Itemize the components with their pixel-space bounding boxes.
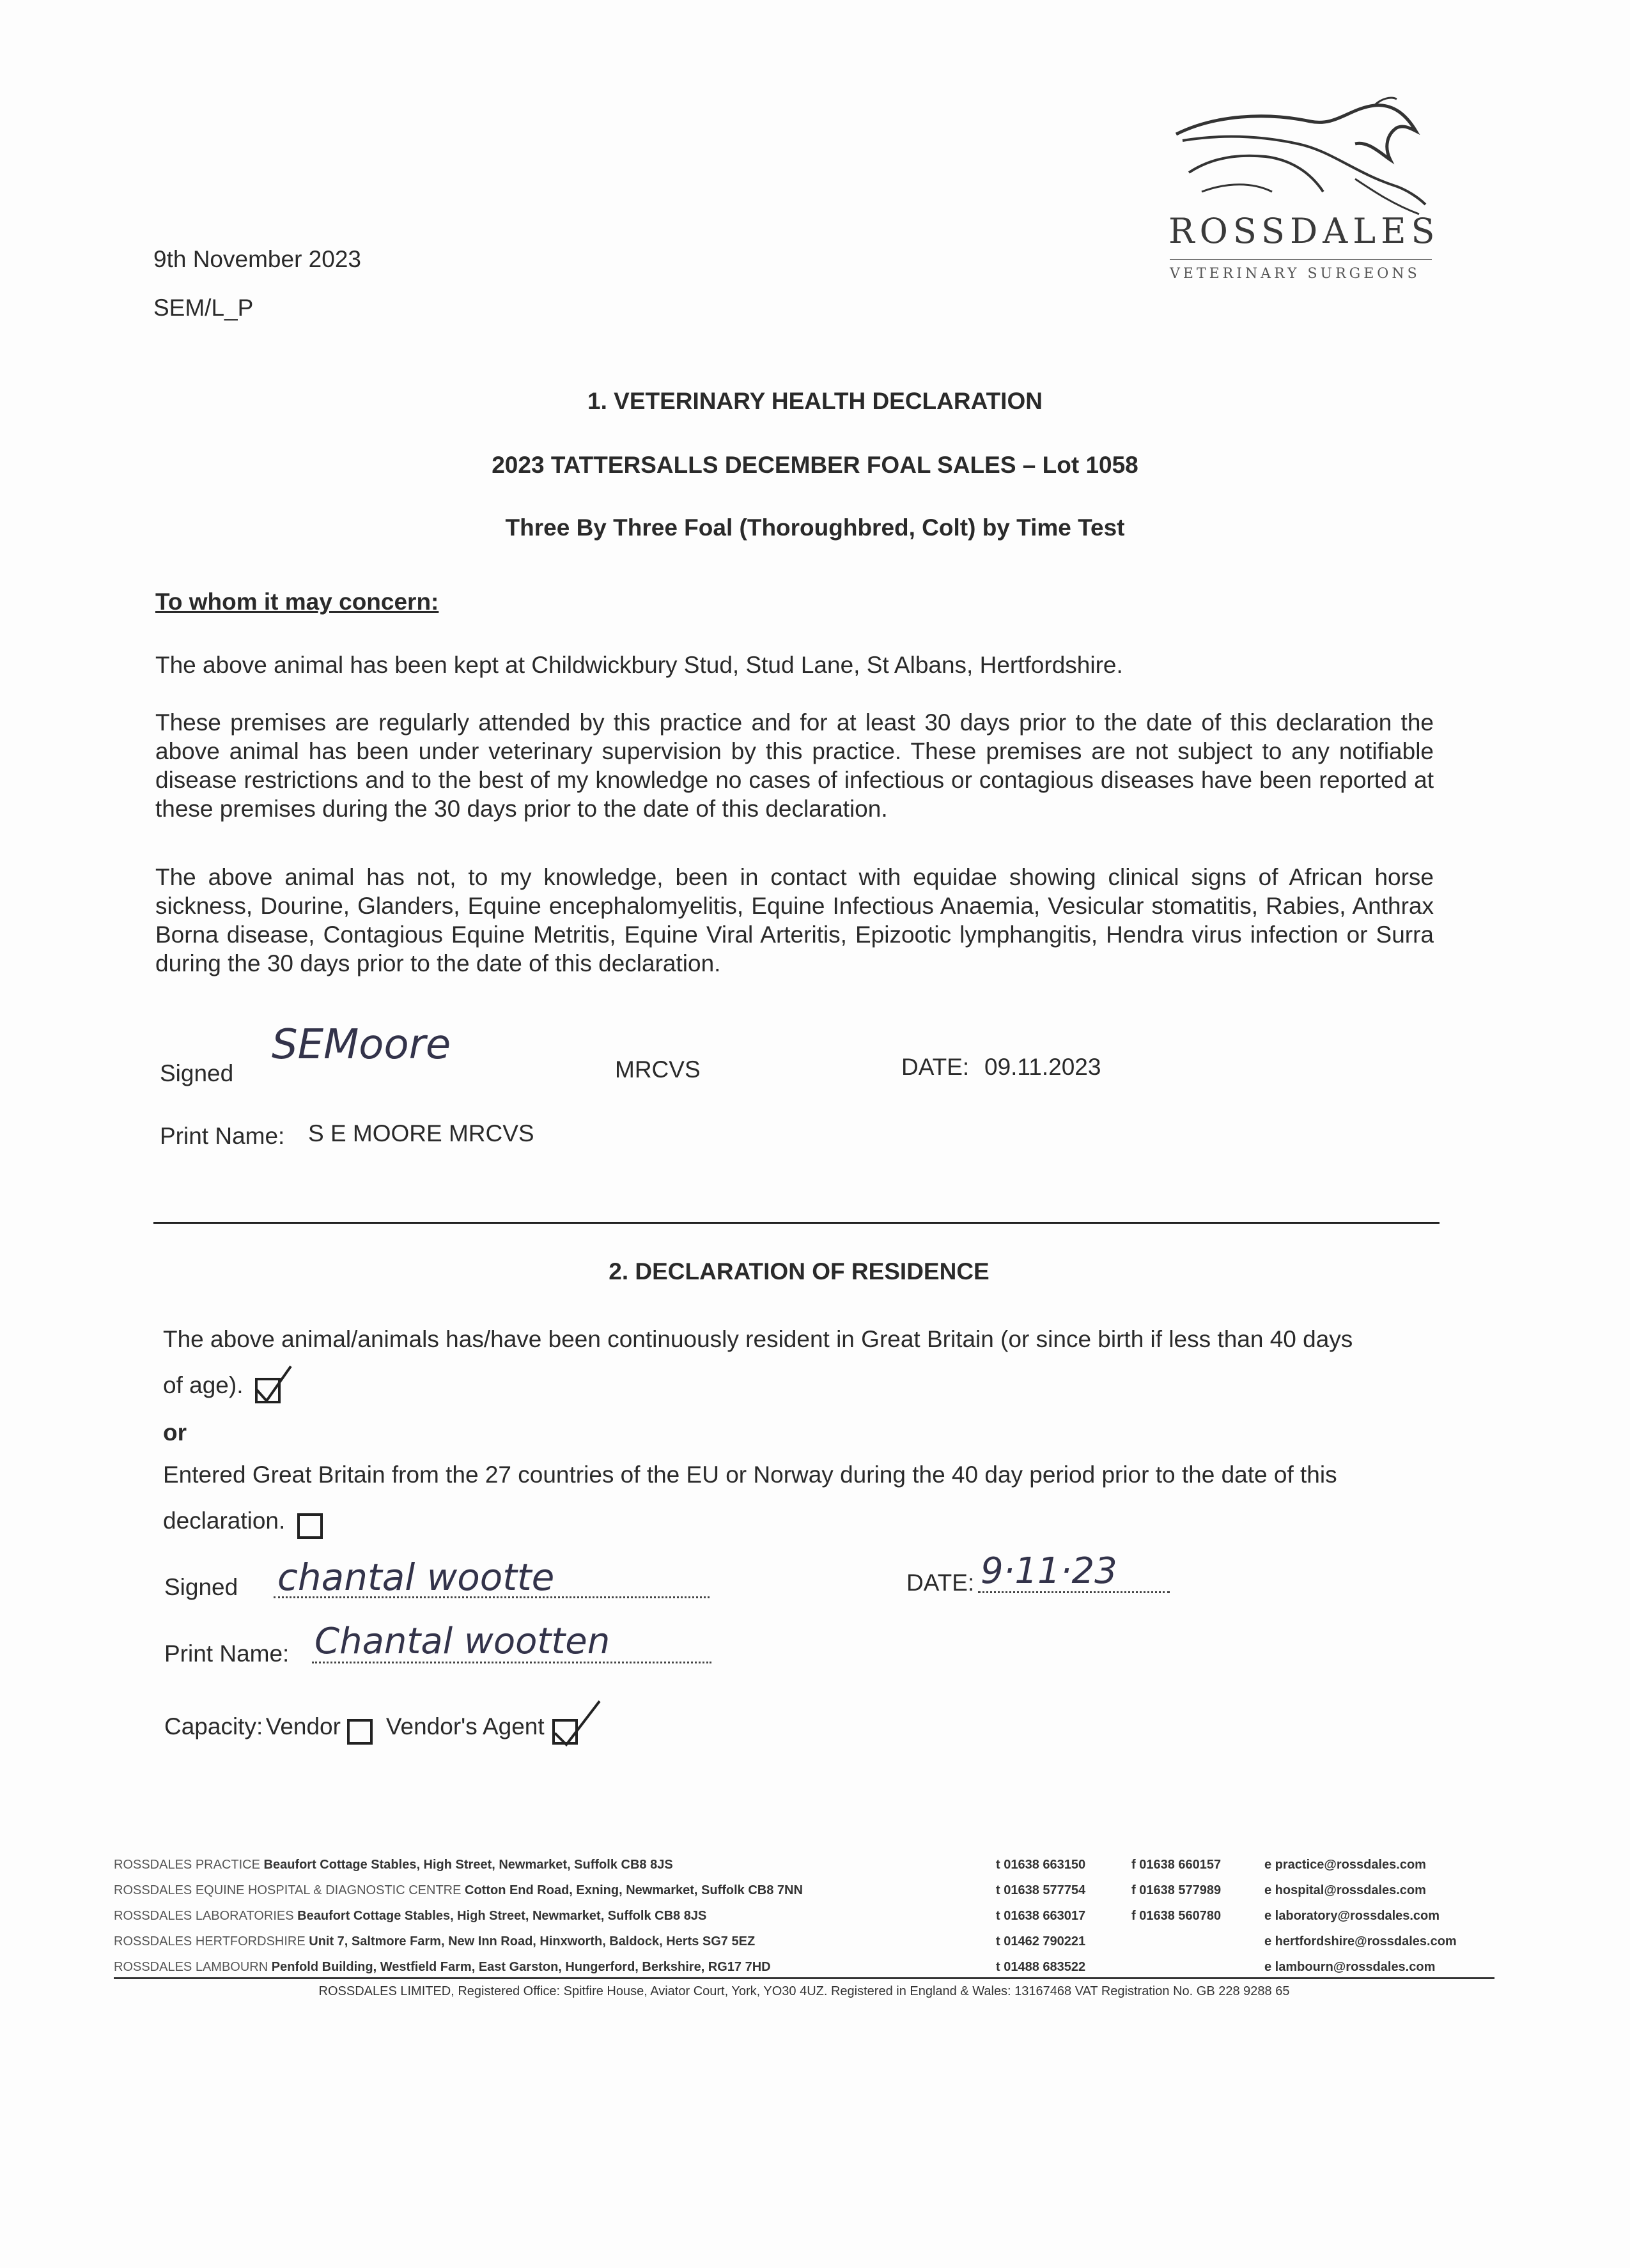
print-name-line-2 xyxy=(312,1621,711,1663)
salutation: To whom it may concern: xyxy=(155,589,439,615)
footer-row xyxy=(114,1852,1501,1878)
signed-label-1: Signed xyxy=(160,1060,234,1086)
office-tel: t 01488 683522 xyxy=(996,1960,1086,1974)
vendor-signature: chantal wootte xyxy=(277,1555,555,1599)
office-label: ROSSDALES PRACTICE xyxy=(114,1858,260,1872)
footer-row xyxy=(114,1954,1501,1980)
signed-label-2: Signed xyxy=(164,1574,238,1600)
paragraph-premises: The above animal has been kept at Childwickbury Stud, Stud Lane, St Albans, Hertfordshire. xyxy=(155,652,1123,678)
footer-registered: ROSSDALES LIMITED, Registered Office: Spitfire House, Aviator Court, York, YO30 4UZ. Registered in England & Wales: 13167468 VAT Registration No. GB 228 9288 65 xyxy=(318,1984,1290,1998)
section-divider xyxy=(153,1222,1440,1224)
footer-offices xyxy=(114,1852,1501,1980)
office-fax: f 01638 577989 xyxy=(1131,1883,1222,1897)
office-address: Cotton End Road, Exning, Newmarket, Suffolk CB8 7NN xyxy=(465,1883,803,1897)
capacity-label: Capacity: xyxy=(164,1713,263,1740)
office-email: e lambourn@rossdales.com xyxy=(1264,1960,1436,1974)
office-address: Beaufort Cottage Stables, High Street, Newmarket, Suffolk CB8 8JS xyxy=(297,1909,707,1923)
mrcvs-label: MRCVS xyxy=(615,1056,701,1083)
horse-description: Three By Three Foal (Thoroughbred, Colt) by Time Test xyxy=(505,514,1125,541)
section2-title: 2. DECLARATION OF RESIDENCE xyxy=(609,1258,990,1284)
vet-print-name: S E MOORE MRCVS xyxy=(308,1120,534,1146)
vendors-agent-label: Vendor's Agent xyxy=(385,1713,545,1740)
print-name-label-2: Print Name: xyxy=(164,1640,290,1667)
office-email: e hospital@rossdales.com xyxy=(1264,1883,1426,1897)
option-resident-checkbox[interactable] xyxy=(255,1378,281,1403)
logo-tagline: VETERINARY SURGEONS xyxy=(1170,266,1420,282)
print-name-label-1: Print Name: xyxy=(160,1123,285,1149)
office-fax: f 01638 560780 xyxy=(1131,1909,1222,1923)
footer-row xyxy=(114,1878,1501,1903)
office-label: ROSSDALES LABORATORIES xyxy=(114,1909,294,1923)
vendors-agent-checkbox[interactable] xyxy=(552,1719,578,1745)
date-label-2: DATE: xyxy=(906,1570,975,1596)
letter-date: 9th November 2023 xyxy=(153,246,361,272)
paragraph-contact: The above animal has not, to my knowledge, been in contact with equidae showing clinical signs of African horse sickness, Dourine, Glanders, Equine encephalomyelitis, Equine Infectious Anaemia, Vesicular stomatitis, Rabies, Anthrax Borna disease, Contagious Equine Metritis, Equine Viral Arteritis, Epizootic lymphangitis, Hendra virus infection or Surra during the 30 days prior to the date of this declaration. xyxy=(155,864,1434,976)
office-tel: t 01638 663017 xyxy=(996,1909,1086,1923)
or-label: or xyxy=(163,1419,187,1446)
logo-divider xyxy=(1170,259,1432,260)
footer-row xyxy=(114,1929,1501,1954)
office-tel: t 01638 577754 xyxy=(996,1883,1086,1897)
logo-name: ROSSDALES xyxy=(1168,211,1440,251)
paragraph-supervision: These premises are regularly attended by this practice and for at least 30 days prior to the date of this declaration the above animal has been under veterinary supervision by this practice. These premises are not subject to any notifiable disease restrictions and to the best of my knowledge no cases of infectious or contagious diseases have been reported at these premises during the 30 days prior to the date of this declaration. xyxy=(155,709,1434,822)
office-fax: f 01638 660157 xyxy=(1131,1858,1222,1872)
office-label: ROSSDALES HERTFORDSHIRE xyxy=(114,1934,306,1948)
office-address: Unit 7, Saltmore Farm, New Inn Road, Hinxworth, Baldock, Herts SG7 5EZ xyxy=(309,1934,756,1948)
date-label-1: DATE: xyxy=(901,1054,970,1080)
vet-signature: SEMoore xyxy=(272,1021,451,1068)
vendor-print-name: Chantal wootten xyxy=(314,1621,610,1662)
office-tel: t 01462 790221 xyxy=(996,1934,1086,1948)
signature-line-2 xyxy=(274,1555,710,1599)
office-address: Penfold Building, Westfield Farm, East Garston, Hungerford, Berkshire, RG17 7HD xyxy=(271,1960,771,1974)
vendor-date: 9·11·23 xyxy=(981,1550,1117,1592)
option-entered-checkbox[interactable] xyxy=(297,1513,323,1539)
check-mark-icon xyxy=(551,1696,602,1747)
vendor-label: Vendor xyxy=(265,1713,341,1740)
office-label: ROSSDALES EQUINE HOSPITAL & DIAGNOSTIC CENTRE xyxy=(114,1883,462,1897)
reference: SEM/L_P xyxy=(153,295,254,321)
option-resident-text: The above animal/animals has/have been continuously resident in Great Britain (or since birth if less than 40 days of age). xyxy=(163,1326,1353,1398)
option-entered-text: Entered Great Britain from the 27 countries of the EU or Norway during the 40 day period prior to the date of this declaration. xyxy=(163,1462,1337,1534)
vet-date: 09.11.2023 xyxy=(984,1054,1101,1080)
sale-title: 2023 TATTERSALLS DECEMBER FOAL SALES – Lot 1058 xyxy=(492,452,1138,478)
office-email: e practice@rossdales.com xyxy=(1264,1858,1426,1872)
office-label: ROSSDALES LAMBOURN xyxy=(114,1960,268,1974)
check-mark-icon xyxy=(252,1364,297,1408)
footer-row xyxy=(114,1903,1501,1929)
vendor-checkbox[interactable] xyxy=(347,1719,373,1745)
logo xyxy=(1163,96,1438,288)
option-resident xyxy=(163,1316,1378,1408)
option-entered xyxy=(163,1452,1378,1544)
horse-logo-icon xyxy=(1163,96,1432,217)
office-tel: t 01638 663150 xyxy=(996,1858,1086,1872)
office-address: Beaufort Cottage Stables, High Street, Newmarket, Suffolk CB8 8JS xyxy=(263,1858,673,1872)
section1-title: 1. VETERINARY HEALTH DECLARATION xyxy=(587,388,1043,414)
date-line-2 xyxy=(978,1550,1170,1593)
office-email: e laboratory@rossdales.com xyxy=(1264,1909,1440,1923)
office-email: e hertfordshire@rossdales.com xyxy=(1264,1934,1457,1948)
capacity-row xyxy=(164,1713,578,1745)
